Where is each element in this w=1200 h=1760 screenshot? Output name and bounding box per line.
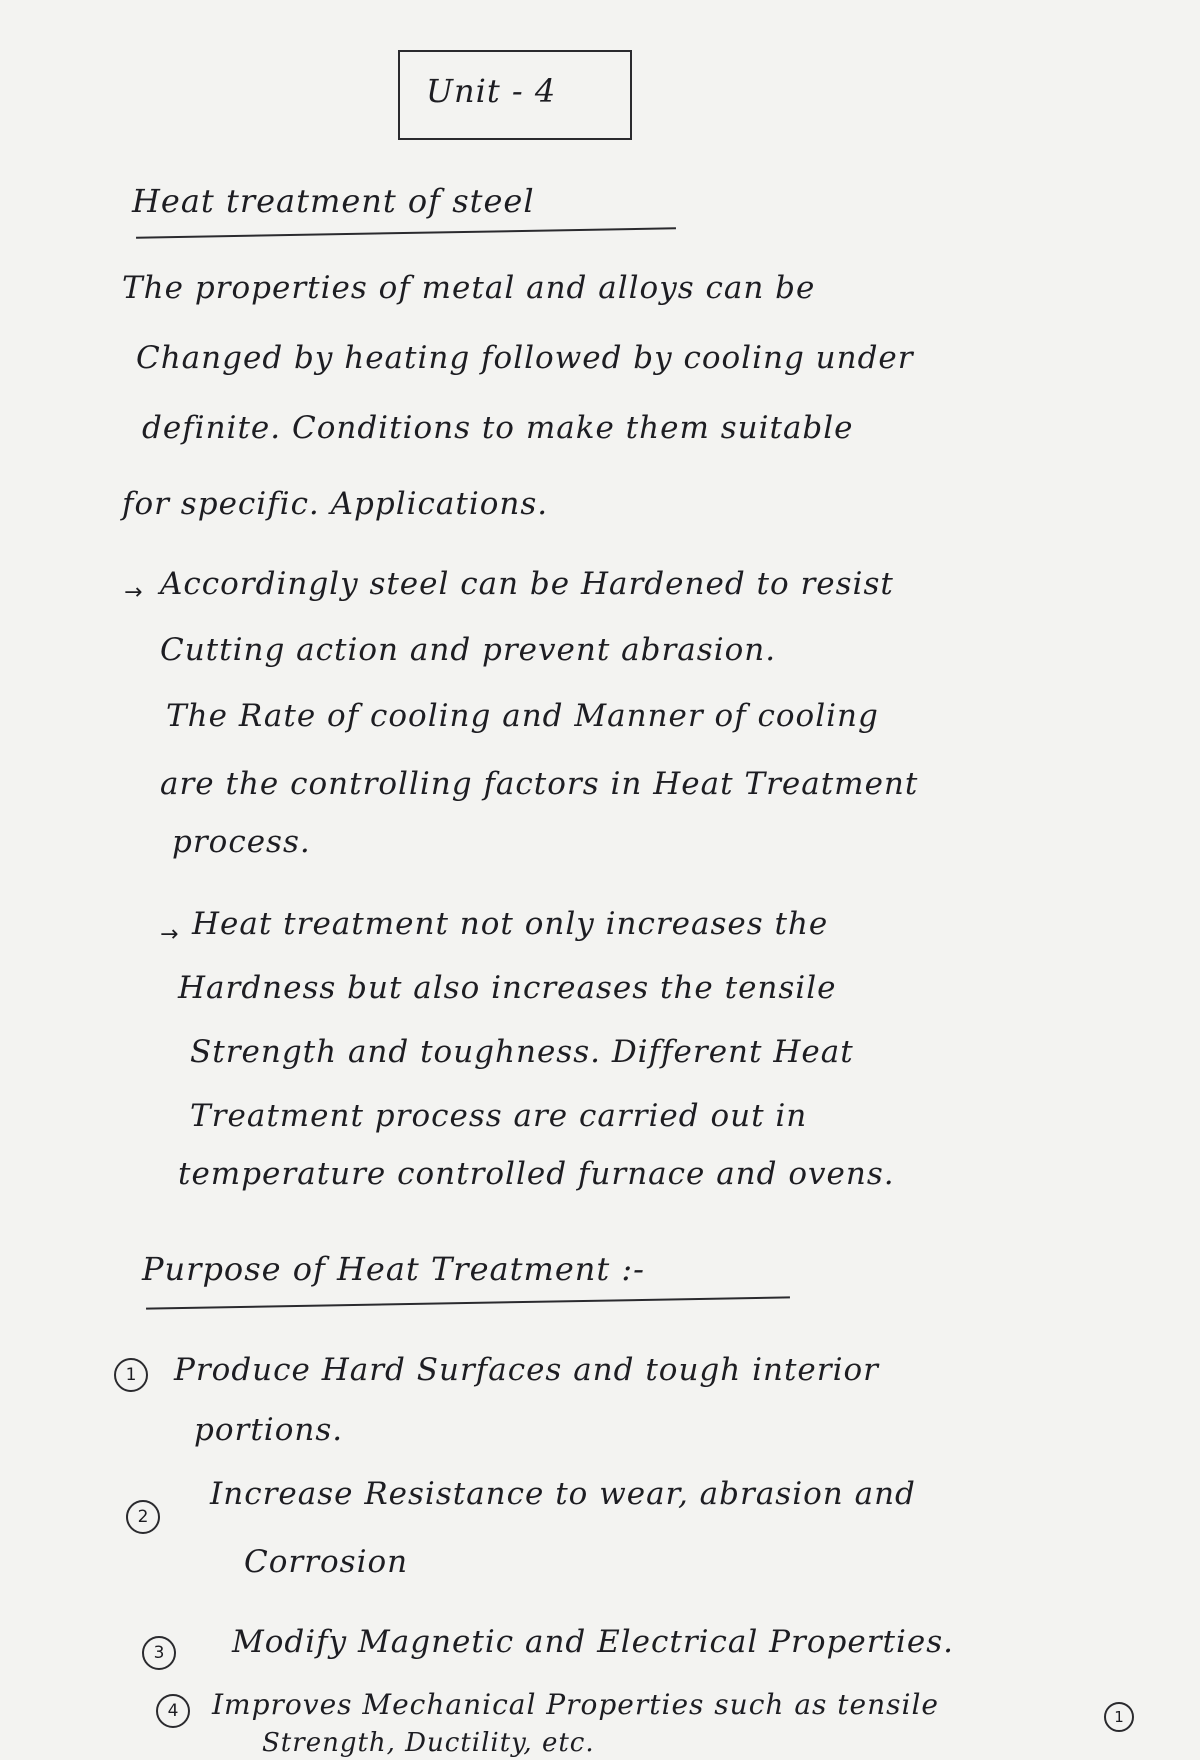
intro-line-1: The properties of metal and alloys can be — [122, 270, 816, 306]
unit-title: Unit - 4 — [426, 72, 557, 110]
item-number-badge: 3 — [142, 1636, 176, 1670]
point1-line-3: The Rate of cooling and Manner of cooling — [166, 698, 879, 734]
intro-line-2: Changed by heating followed by cooling under — [136, 340, 914, 376]
item-number-badge: 2 — [126, 1500, 160, 1534]
point1-line-2: Cutting action and prevent abrasion. — [160, 632, 777, 668]
purpose-item-2-line-2: Corrosion — [244, 1544, 409, 1580]
page-number: 1 — [1104, 1702, 1134, 1732]
purpose-item-3-line-1: Modify Magnetic and Electrical Properties. — [232, 1624, 955, 1660]
bullet-arrow-icon: → — [124, 580, 143, 605]
point1-line-4: are the controlling factors in Heat Treatment — [160, 766, 919, 802]
section-title-underline — [136, 227, 676, 238]
intro-line-3: definite. Conditions to make them suitable — [142, 410, 854, 446]
intro-line-4: for specific. Applications. — [122, 486, 549, 522]
section-title-purpose: Purpose of Heat Treatment :- — [142, 1250, 645, 1288]
purpose-item-2-line-1: Increase Resistance to wear, abrasion and — [210, 1476, 916, 1512]
item-number-badge: 1 — [114, 1358, 148, 1392]
purpose-item-1-line-1: Produce Hard Surfaces and tough interior — [174, 1352, 879, 1388]
purpose-item-1-line-2: portions. — [194, 1412, 344, 1448]
purpose-item-4-line-1: Improves Mechanical Properties such as tensile — [212, 1688, 939, 1721]
point2-line-5: temperature controlled furnace and ovens. — [178, 1156, 895, 1192]
purpose-item-4-line-2: Strength, Ductility, etc. — [262, 1728, 595, 1758]
point2-line-3: Strength and toughness. Different Heat — [190, 1034, 854, 1070]
point1-line-5: process. — [172, 824, 311, 860]
bullet-arrow-icon: → — [160, 922, 179, 947]
point2-line-2: Hardness but also increases the tensile — [178, 970, 837, 1006]
unit-title-box — [398, 50, 632, 140]
section-title-heat-treatment: Heat treatment of steel — [132, 182, 535, 220]
point1-line-1: Accordingly steel can be Hardened to resist — [160, 566, 894, 602]
point2-line-4: Treatment process are carried out in — [190, 1098, 808, 1134]
point2-line-1: Heat treatment not only increases the — [192, 906, 829, 942]
purpose-title-underline — [146, 1296, 790, 1309]
item-number-badge: 4 — [156, 1694, 190, 1728]
